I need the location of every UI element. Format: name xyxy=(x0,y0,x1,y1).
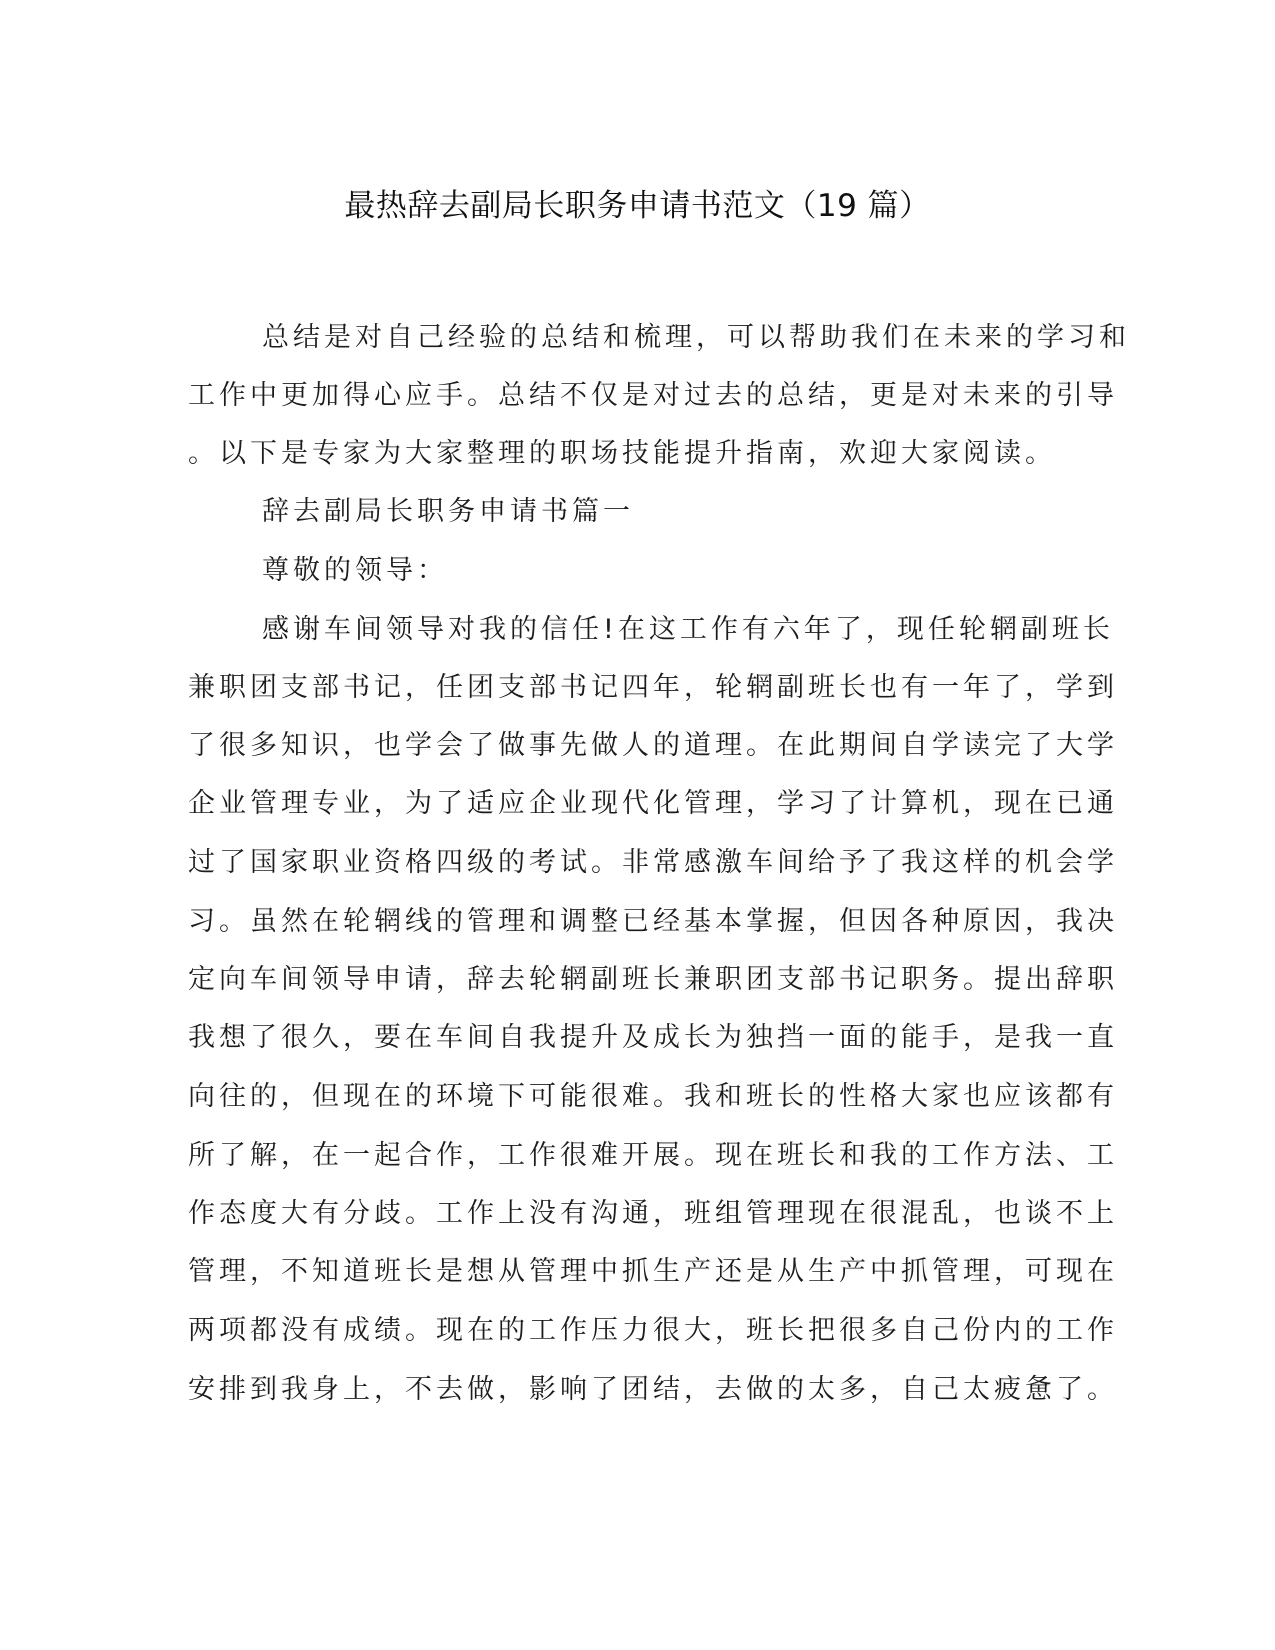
body-line-11: 作态度大有分歧。工作上没有沟通，班组管理现在很混乱，也谈不上 xyxy=(188,1198,1118,1229)
body-line-4: 企业管理专业，为了适应企业现代化管理，学习了计算机，现在已通 xyxy=(188,788,1118,819)
body-line-14: 安排到我身上，不去做，影响了团结，去做的太多，自己太疲惫了。 xyxy=(188,1374,1118,1405)
body-line-1: 感谢车间领导对我的信任!在这工作有六年了，现任轮辋副班长 xyxy=(262,614,1114,645)
body-line-13: 两项都没有成绩。现在的工作压力很大，班长把很多自己份内的工作 xyxy=(188,1315,1118,1346)
intro-line-1: 总结是对自己经验的总结和梳理，可以帮助我们在未来的学习和 xyxy=(262,322,1130,353)
body-line-3: 了很多知识，也学会了做事先做人的道理。在此期间自学读完了大学 xyxy=(188,730,1118,761)
intro-line-3: 。以下是专家为大家整理的职场技能提升指南，欢迎大家阅读。 xyxy=(188,438,1056,469)
body-line-12: 管理，不知道班长是想从管理中抓生产还是从生产中抓管理，可现在 xyxy=(188,1256,1118,1287)
body-line-9: 向往的，但现在的环境下可能很难。我和班长的性格大家也应该都有 xyxy=(188,1081,1118,1112)
body-line-6: 习。虽然在轮辋线的管理和调整已经基本掌握，但因各种原因，我决 xyxy=(188,906,1118,937)
body-line-7: 定向车间领导申请，辞去轮辋副班长兼职团支部书记职务。提出辞职 xyxy=(188,964,1118,995)
body-line-10: 所了解，在一起合作，工作很难开展。现在班长和我的工作方法、工 xyxy=(188,1140,1118,1171)
intro-line-2: 工作中更加得心应手。总结不仅是对过去的总结，更是对未来的引导 xyxy=(188,380,1118,411)
salutation: 尊敬的领导： xyxy=(262,555,448,586)
body-line-8: 我想了很久，要在车间自我提升及成长为独挡一面的能手，是我一直 xyxy=(188,1022,1118,1053)
document-title: 最热辞去副局长职务申请书范文（19 篇） xyxy=(344,188,931,224)
body-line-5: 过了国家职业资格四级的考试。非常感激车间给予了我这样的机会学 xyxy=(188,847,1118,878)
body-line-2: 兼职团支部书记，任团支部书记四年，轮辋副班长也有一年了，学到 xyxy=(188,672,1118,703)
section-heading: 辞去副局长职务申请书篇一 xyxy=(262,496,634,527)
